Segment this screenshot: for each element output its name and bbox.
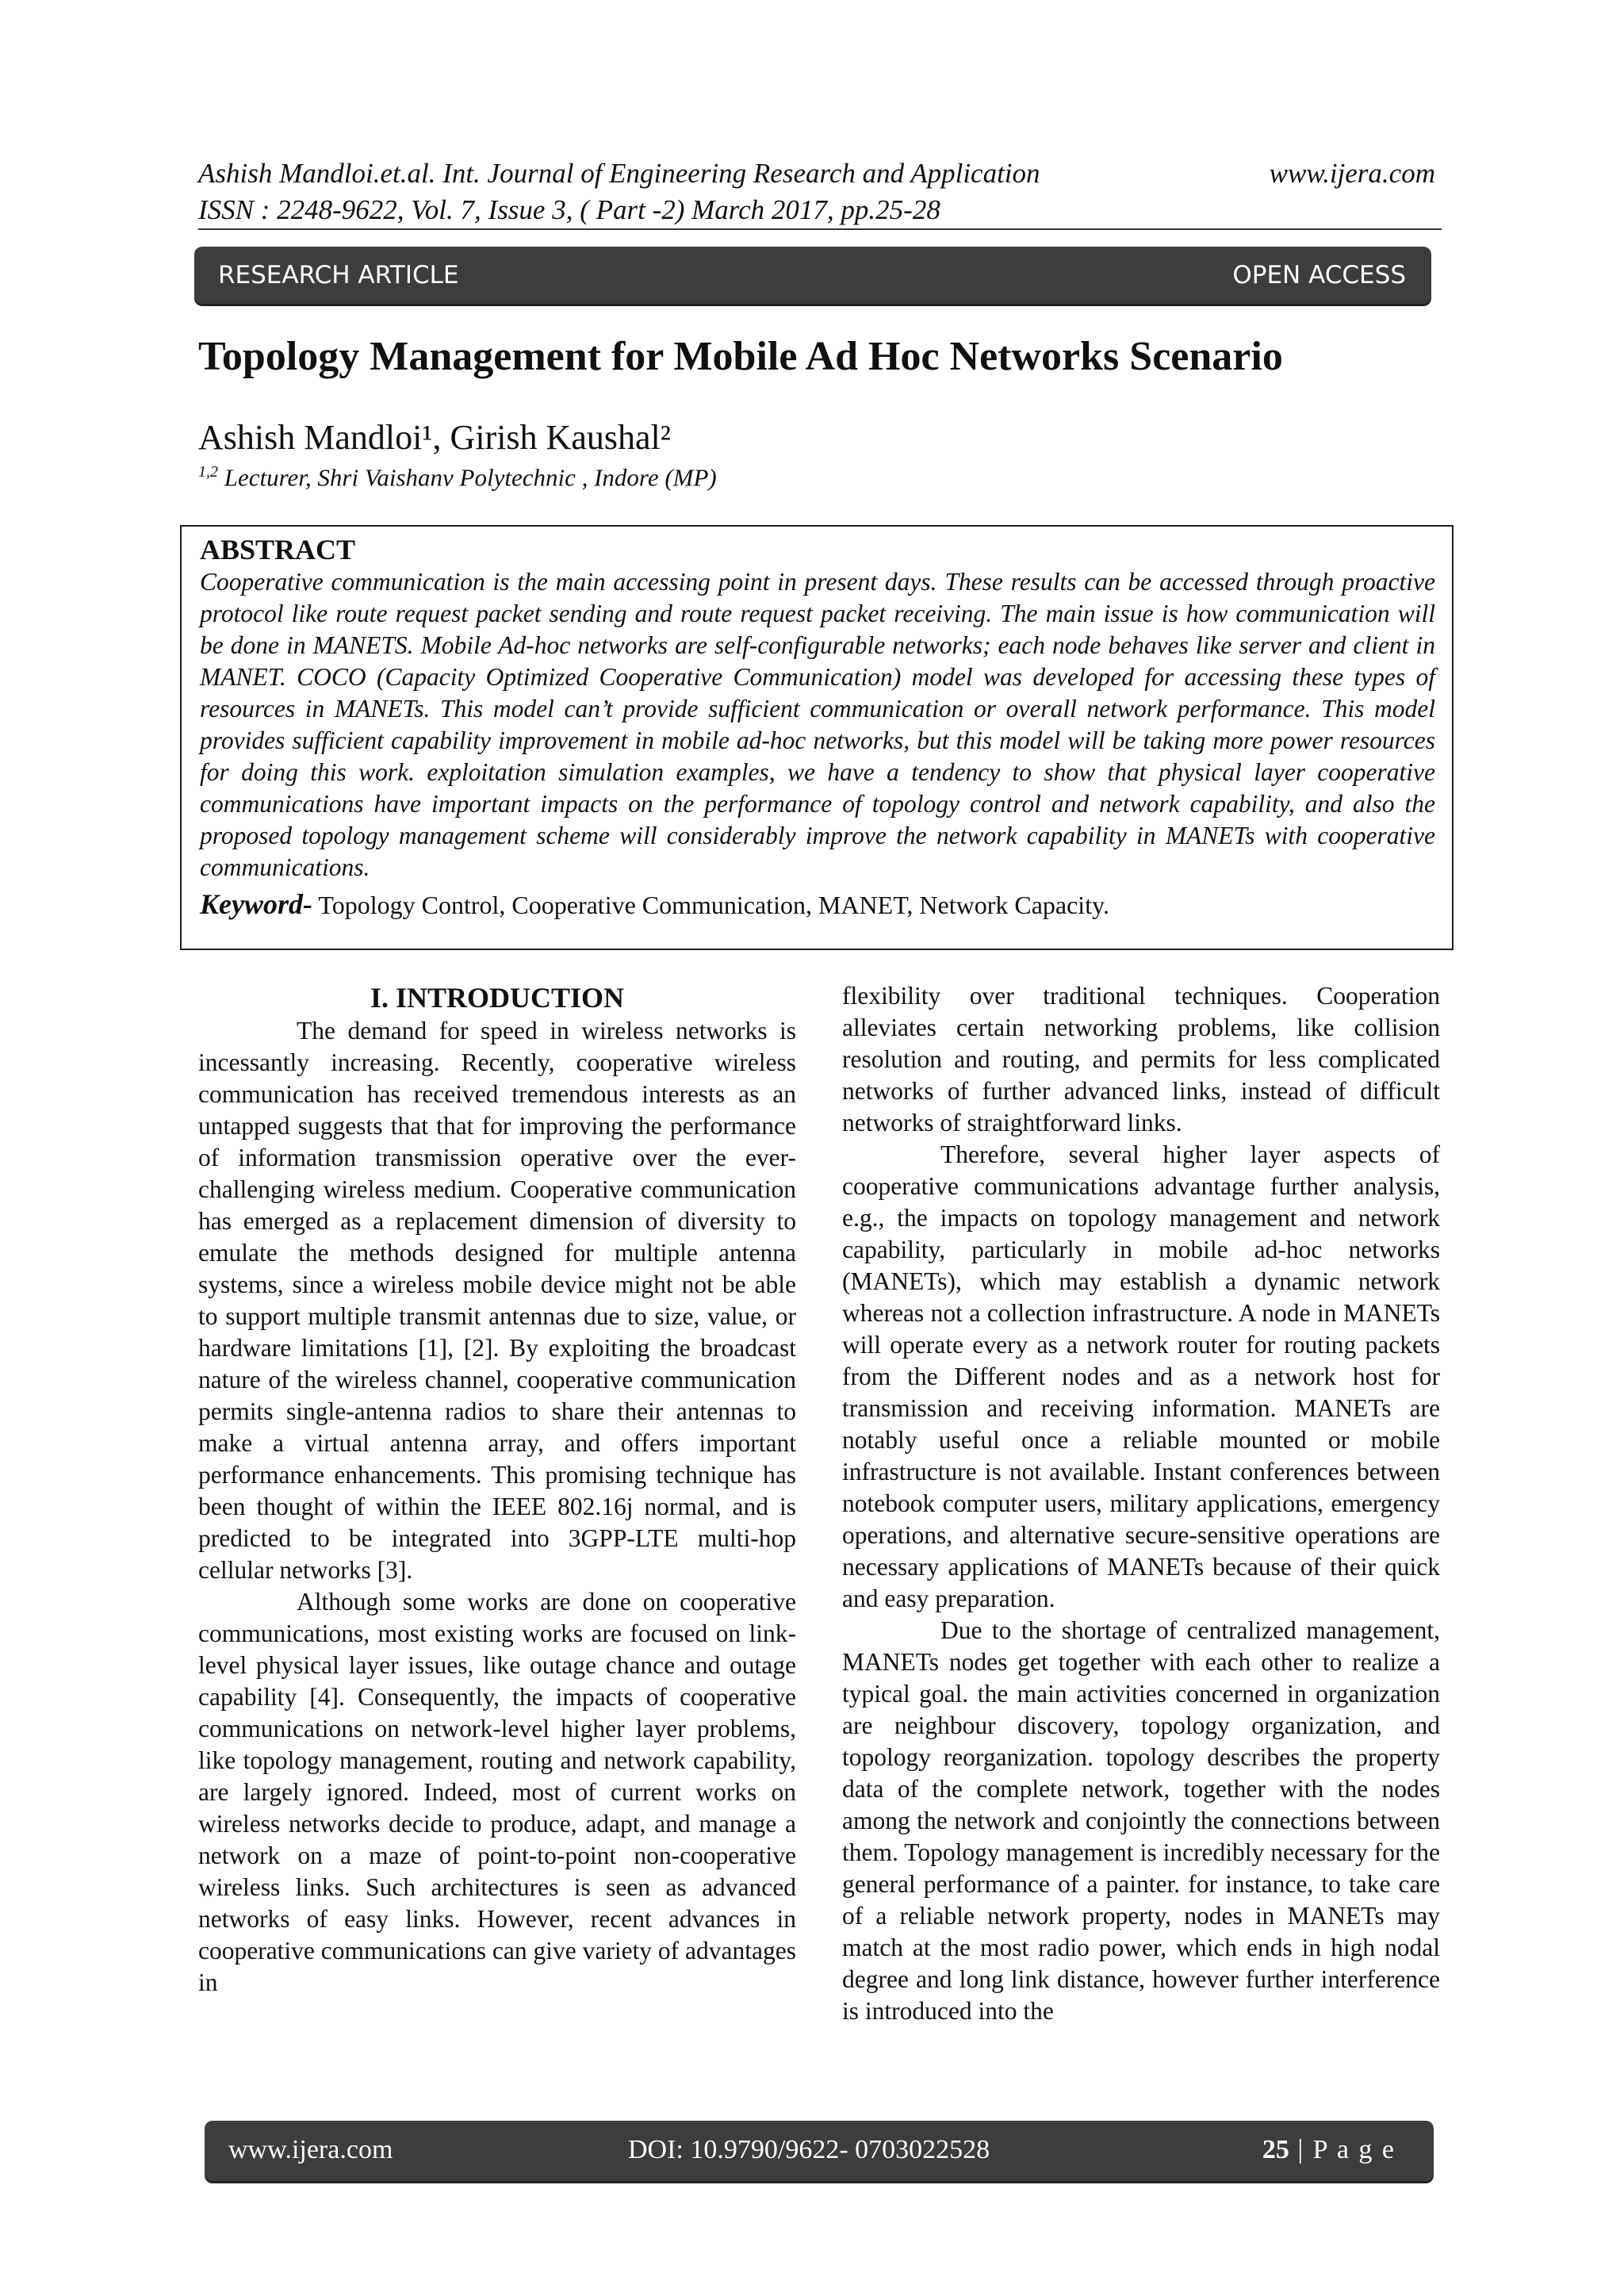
paper-title: Topology Management for Mobile Ad Hoc Networks Scenario: [198, 334, 1283, 379]
paragraph: Therefore, several higher layer aspects of cooperative communications advantage further analysis, e.g., the impacts on topology management and network capability, particularly in mobile ad-hoc networks (MANETs), which may establish a dynamic network whereas not a collection infrastructure. A node in MANETs will operate every as a network router for routing packets from the Different nodes and as a network host for transmission and receiving information. MANETs are notably useful once a reliable mounted or mobile infrastructure is not available. Instant conferences between notebook computer users, military applications, emergency operations, and alternative secure-sensitive operations are necessary applications of MANETs because of their quick and easy preparation.: [842, 1140, 1440, 1612]
page-number-value: 25: [1262, 2135, 1289, 2164]
abstract-heading: ABSTRACT: [200, 534, 356, 565]
keywords-label: Keyword-: [200, 888, 312, 920]
page-footer: [205, 2121, 1434, 2181]
keywords-line: [200, 887, 1435, 922]
paragraph: Due to the shortage of centralized management, MANETs nodes get together with each other to realize a typical goal. the main activities concerned in organization are neighbour discovery, topology organization, and topology reorganization. topology describes the property data of the complete network, together with the nodes among the network and conjointly the connections between them. Topology management is incredibly necessary for the general performance of a painter. for instance, to take care of a reliable network property, nodes in MANETs may match at the most radio power, which ends in high nodal degree and long link distance, however further interference is introduced into the: [842, 1616, 1440, 2025]
left-column: [198, 980, 796, 1999]
keywords-text: Topology Control, Cooperative Communication, MANET, Network Capacity.: [312, 891, 1109, 919]
journal-citation: Ashish Mandloi.et.al. Int. Journal of Engineering Research and Application: [198, 158, 1040, 189]
affiliation-marker: 1,2: [198, 463, 218, 481]
running-header: [198, 155, 1435, 228]
paragraph: Although some works are done on cooperative communications, most existing works are focused on link-level physical layer issues, like outage chance and outage capability [4]. Consequently, the impacts of cooperative communications on network-level higher layer problems, like topology management, routing and network capability, are largely ignored. Indeed, most of current works on wireless networks decide to produce, adapt, and manage a network on a maze of point-to-point non-cooperative wireless links. Such architectures is seen as advanced networks of easy links. However, recent advances in cooperative communications can give variety of advantages in: [198, 1588, 796, 1996]
issue-info: ISSN : 2248-9622, Vol. 7, Issue 3, ( Part -2) March 2017, pp.25-28: [198, 194, 940, 225]
right-column: [842, 980, 1440, 2027]
open-access-label: OPEN ACCESS: [1232, 261, 1406, 289]
paragraph: The demand for speed in wireless networks is incessantly increasing. Recently, cooperative wireless communication has received tremendous interests as an untapped suggests that that for improving the performance of information transmission operative over the ever-challenging wireless medium. Cooperative communication has emerged as a replacement dimension of diversity to emulate the methods designed for multiple antenna systems, since a wireless mobile device might not be able to support multiple transmit antennas due to size, value, or hardware limitations [1], [2]. By exploiting the broadcast nature of the wireless channel, cooperative communication permits single-antenna radios to share their antennas to make a virtual antenna array, and offers important performance enhancements. This promising technique has been thought of within the IEEE 802.16j normal, and is predicted to be integrated into 3GPP-LTE multi-hop cellular networks [3].: [198, 1017, 796, 1584]
journal-website[interactable]: www.ijera.com: [1269, 158, 1435, 189]
affiliation-text: Lecturer, Shri Vaishanv Polytechnic , Indore (MP): [218, 463, 717, 492]
author-list: Ashish Mandloi¹, Girish Kaushal²: [198, 418, 671, 457]
section-heading: I. INTRODUCTION: [370, 982, 625, 1014]
research-article-label: RESEARCH ARTICLE: [218, 261, 459, 289]
footer-doi: DOI: 10.9790/9622- 0703022528: [628, 2135, 990, 2164]
abstract-box: [180, 525, 1454, 950]
header-divider: [198, 228, 1442, 230]
footer-website[interactable]: www.ijera.com: [228, 2135, 393, 2164]
abstract-text: Cooperative communication is the main accessing point in present days. These results can be accessed through proactive protocol like route request packet sending and route request packet receiving. The main issue is how communication will be done in MANETS. Mobile Ad-hoc networks are self-configurable networks; each node behaves like server and client in MANET. COCO (Capacity Optimized Cooperative Communication) model was developed for accessing these types of resources in MANETs. This model can’t provide sufficient communication or overall network performance. This model provides sufficient capability improvement in mobile ad-hoc networks, but this model will be taking more power resources for doing this work. exploitation simulation examples, we have a tendency to show that physical layer cooperative communications have important impacts on the performance of topology control and network capability, and also the proposed topology management scheme will considerably improve the network capability in MANETs with cooperative communications.: [200, 568, 1435, 881]
page-number: [1262, 2135, 1396, 2165]
paragraph: flexibility over traditional techniques. Cooperation alleviates certain networking problems, like collision resolution and routing, and permits for less complicated networks of further advanced links, instead of difficult networks of straightforward links.: [842, 982, 1440, 1137]
page-label: | P a g e: [1289, 2135, 1396, 2164]
article-type-banner: [194, 247, 1431, 304]
affiliation: [198, 463, 717, 492]
